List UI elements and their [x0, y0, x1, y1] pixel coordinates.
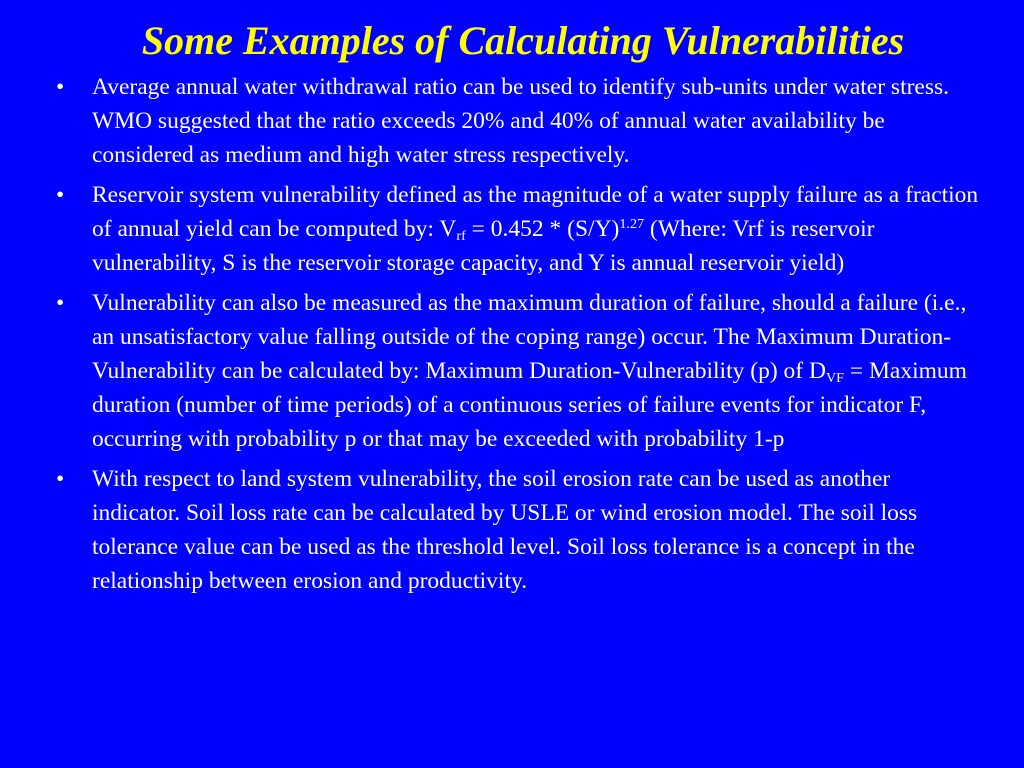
bullet-water-withdrawal	[56, 70, 984, 172]
bullet-text: With respect to land system vulnerability, the soil erosion rate can be used as another indicator. Soil loss rate can be calculated by USLE or wind erosion model. The soil loss tolerance value can be used as the threshold level. Soil loss tolerance is a concept in the relationship between erosion and productivity.	[92, 466, 918, 594]
bullet-dot-icon: •	[56, 182, 65, 208]
bullet-text-part: (Where: Vrf is reservoir vulnerability, S is the reservoir storage capacity, and Y is annual reservoir yield)	[92, 216, 875, 276]
slide-title: Some Examples of Calculating Vulnerabilities	[141, 18, 905, 63]
subscript-rf: rf	[456, 228, 466, 245]
bullet-soil-erosion	[56, 462, 984, 598]
bullet-text-part: Vulnerability can also be measured as the maximum duration of failure, should a failure (i.e., an unsatisfactory value falling outside of the coping range) occur. The Maximum Duration-Vulnerability can be calculated by: Maximum Duration-Vulnerability (p) of D	[92, 290, 967, 384]
subscript-vf: VF	[825, 370, 844, 387]
bullet-dot-icon: •	[56, 74, 65, 100]
bullet-text-part: = Maximum duration (number of time periods) of a continuous series of failure events for indicator F, occurring with probability p or that may be exceeded with probability 1-p	[92, 358, 967, 452]
bullet-dot-icon: •	[56, 290, 65, 316]
bullet-dot-icon: •	[56, 466, 65, 492]
bullet-text-part: = 0.452 * (S/Y)	[465, 216, 620, 242]
bullet-maximum-duration	[56, 286, 984, 456]
bullet-text-part: Reservoir system vulnerability defined as the magnitude of a water supply failure as a fraction of annual yield can be computed by: V	[92, 182, 979, 242]
superscript-exponent: 1.27	[619, 215, 645, 232]
bullet-reservoir-vulnerability	[56, 178, 984, 280]
bullet-text: Average annual water withdrawal ratio can be used to identify sub-units under water stress. WMO suggested that the ratio exceeds 20% and 40% of annual water availability be considered as medium and high water stress respectively.	[92, 74, 950, 168]
bullet-list	[56, 70, 984, 598]
